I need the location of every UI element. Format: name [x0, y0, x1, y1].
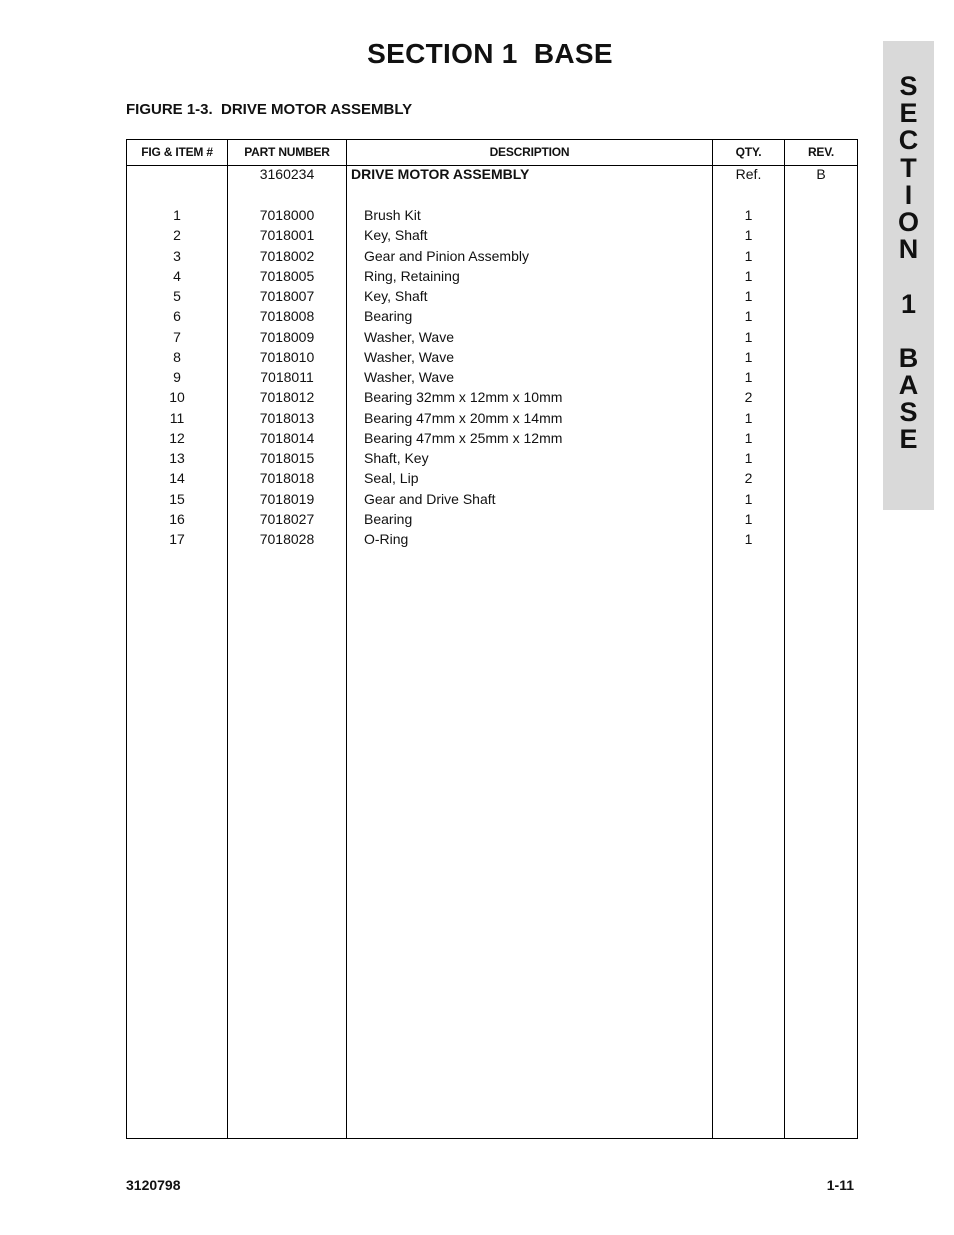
side-tab-letter: A [898, 370, 919, 401]
item-cell: 4 [173, 267, 181, 284]
qty-cell: 1 [744, 450, 753, 466]
qty-cell: 1 [744, 308, 753, 325]
page-title: SECTION 1 BASE [367, 38, 613, 69]
description-cell: Brush Kit [364, 207, 421, 223]
description-cell: Shaft, Key [364, 450, 429, 466]
side-tab-letter: E [899, 98, 918, 129]
qty-cell: 1 [744, 207, 753, 223]
qty-cell: 2 [744, 470, 753, 487]
part-number-cell: 3160234 [259, 166, 315, 182]
description-cell: Gear and Pinion Assembly [364, 247, 529, 264]
side-tab-letter: 1 [900, 288, 917, 319]
part-number-cell: 7018013 [259, 409, 315, 426]
part-number-cell: 7018011 [260, 369, 314, 385]
side-tab-letter [883, 263, 934, 290]
part-number-cell: 7018014 [259, 429, 315, 446]
qty-cell: Ref. [735, 166, 762, 182]
item-cell: 8 [173, 348, 181, 365]
table-row [127, 468, 857, 488]
table-row [127, 509, 857, 529]
description-cell: DRIVE MOTOR ASSEMBLY [351, 166, 530, 182]
side-tab-letter: O [897, 206, 919, 237]
table-row [127, 205, 857, 225]
item-cell: 7 [173, 328, 181, 345]
item-cell: 16 [169, 510, 185, 527]
part-number-cell: 7018028 [259, 531, 315, 547]
description-cell: Key, Shaft [364, 288, 428, 304]
description-cell: Ring, Retaining [364, 267, 460, 284]
description-cell: Washer, Wave [364, 328, 454, 345]
table-row [127, 225, 857, 245]
item-cell: 15 [169, 490, 185, 507]
qty-cell: 2 [744, 389, 753, 406]
rev-cell: B [816, 166, 826, 182]
description-cell: Bearing 32mm x 12mm x 10mm [364, 389, 563, 406]
qty-cell: 1 [744, 247, 753, 264]
description-cell: Bearing 47mm x 20mm x 14mm [364, 409, 563, 426]
assembly-row [127, 164, 857, 184]
figure-title: FIGURE 1-3. DRIVE MOTOR ASSEMBLY [126, 101, 413, 118]
table-row [127, 327, 857, 347]
side-tab-letter [883, 318, 934, 345]
document-number: 3120798 [126, 1177, 181, 1193]
qty-cell: 1 [744, 267, 753, 284]
item-cell: 3 [173, 247, 181, 264]
table-row [127, 428, 857, 448]
header-part-number: PART NUMBER [244, 145, 330, 159]
item-cell: 9 [173, 369, 181, 385]
table-row [127, 367, 857, 387]
table-row [127, 286, 857, 306]
table-row [127, 266, 857, 286]
side-tab-letter: B [898, 342, 919, 373]
part-number-cell: 7018002 [259, 247, 315, 264]
description-cell: Washer, Wave [364, 348, 454, 365]
table-row [127, 306, 857, 326]
table-row [127, 529, 857, 549]
qty-cell: 1 [744, 490, 753, 507]
qty-cell: 1 [744, 348, 753, 365]
table-row [127, 489, 857, 509]
side-tab-letter: S [899, 71, 918, 101]
description-cell: Seal, Lip [364, 470, 419, 487]
description-cell: Bearing [364, 308, 413, 325]
side-tab-letter: N [898, 234, 919, 265]
part-number-cell: 7018012 [259, 389, 315, 406]
description-cell: Bearing [364, 510, 413, 527]
qty-cell: 1 [744, 409, 753, 426]
item-cell: 11 [169, 409, 185, 426]
item-cell: 10 [169, 389, 185, 406]
side-tab-letter: C [898, 125, 919, 156]
side-tab-text [883, 73, 934, 454]
parts-table [126, 139, 858, 1139]
item-cell: 1 [173, 207, 181, 223]
qty-cell: 1 [744, 369, 753, 385]
qty-cell: 1 [744, 227, 753, 244]
part-number-cell: 7018010 [259, 348, 315, 365]
item-cell: 6 [173, 308, 181, 325]
header-description: DESCRIPTION [489, 145, 570, 159]
side-tab-letter: I [904, 179, 913, 210]
part-number-cell: 7018005 [259, 267, 315, 284]
item-cell: 2 [173, 227, 181, 244]
part-number-cell: 7018019 [259, 490, 315, 507]
description-cell: O-Ring [364, 531, 409, 547]
part-number-cell: 7018015 [259, 450, 315, 466]
qty-cell: 1 [744, 510, 753, 527]
page-number: 1-11 [826, 1177, 854, 1193]
qty-cell: 1 [744, 531, 753, 547]
side-tab-letter: E [899, 424, 918, 455]
item-cell: 5 [173, 288, 181, 304]
header-item: FIG & ITEM # [141, 145, 213, 159]
part-number-cell: 7018007 [259, 288, 315, 304]
item-cell: 17 [169, 531, 185, 547]
section-side-tab [883, 41, 934, 510]
part-number-cell: 7018000 [259, 207, 315, 223]
table-row [127, 347, 857, 367]
header-rev: REV. [807, 145, 835, 159]
item-cell: 13 [169, 450, 185, 466]
description-cell: Washer, Wave [364, 369, 454, 385]
item-cell: 14 [169, 470, 185, 487]
table-row [127, 387, 857, 407]
part-number-cell: 7018018 [259, 470, 315, 487]
description-cell: Gear and Drive Shaft [364, 490, 496, 507]
part-number-cell: 7018008 [259, 308, 315, 325]
part-number-cell: 7018001 [259, 227, 315, 244]
table-row [127, 448, 857, 468]
part-number-cell: 7018027 [259, 510, 315, 527]
item-cell: 12 [169, 429, 185, 446]
part-number-cell: 7018009 [259, 328, 315, 345]
side-tab-letter: T [900, 152, 917, 183]
side-tab-letter: S [899, 397, 918, 428]
description-cell: Key, Shaft [364, 227, 428, 244]
qty-cell: 1 [744, 288, 753, 304]
qty-cell: 1 [744, 429, 753, 446]
qty-cell: 1 [744, 328, 753, 345]
description-cell: Bearing 47mm x 25mm x 12mm [364, 429, 563, 446]
header-qty: QTY. [735, 145, 762, 159]
table-row [127, 246, 857, 266]
table-row [127, 408, 857, 428]
